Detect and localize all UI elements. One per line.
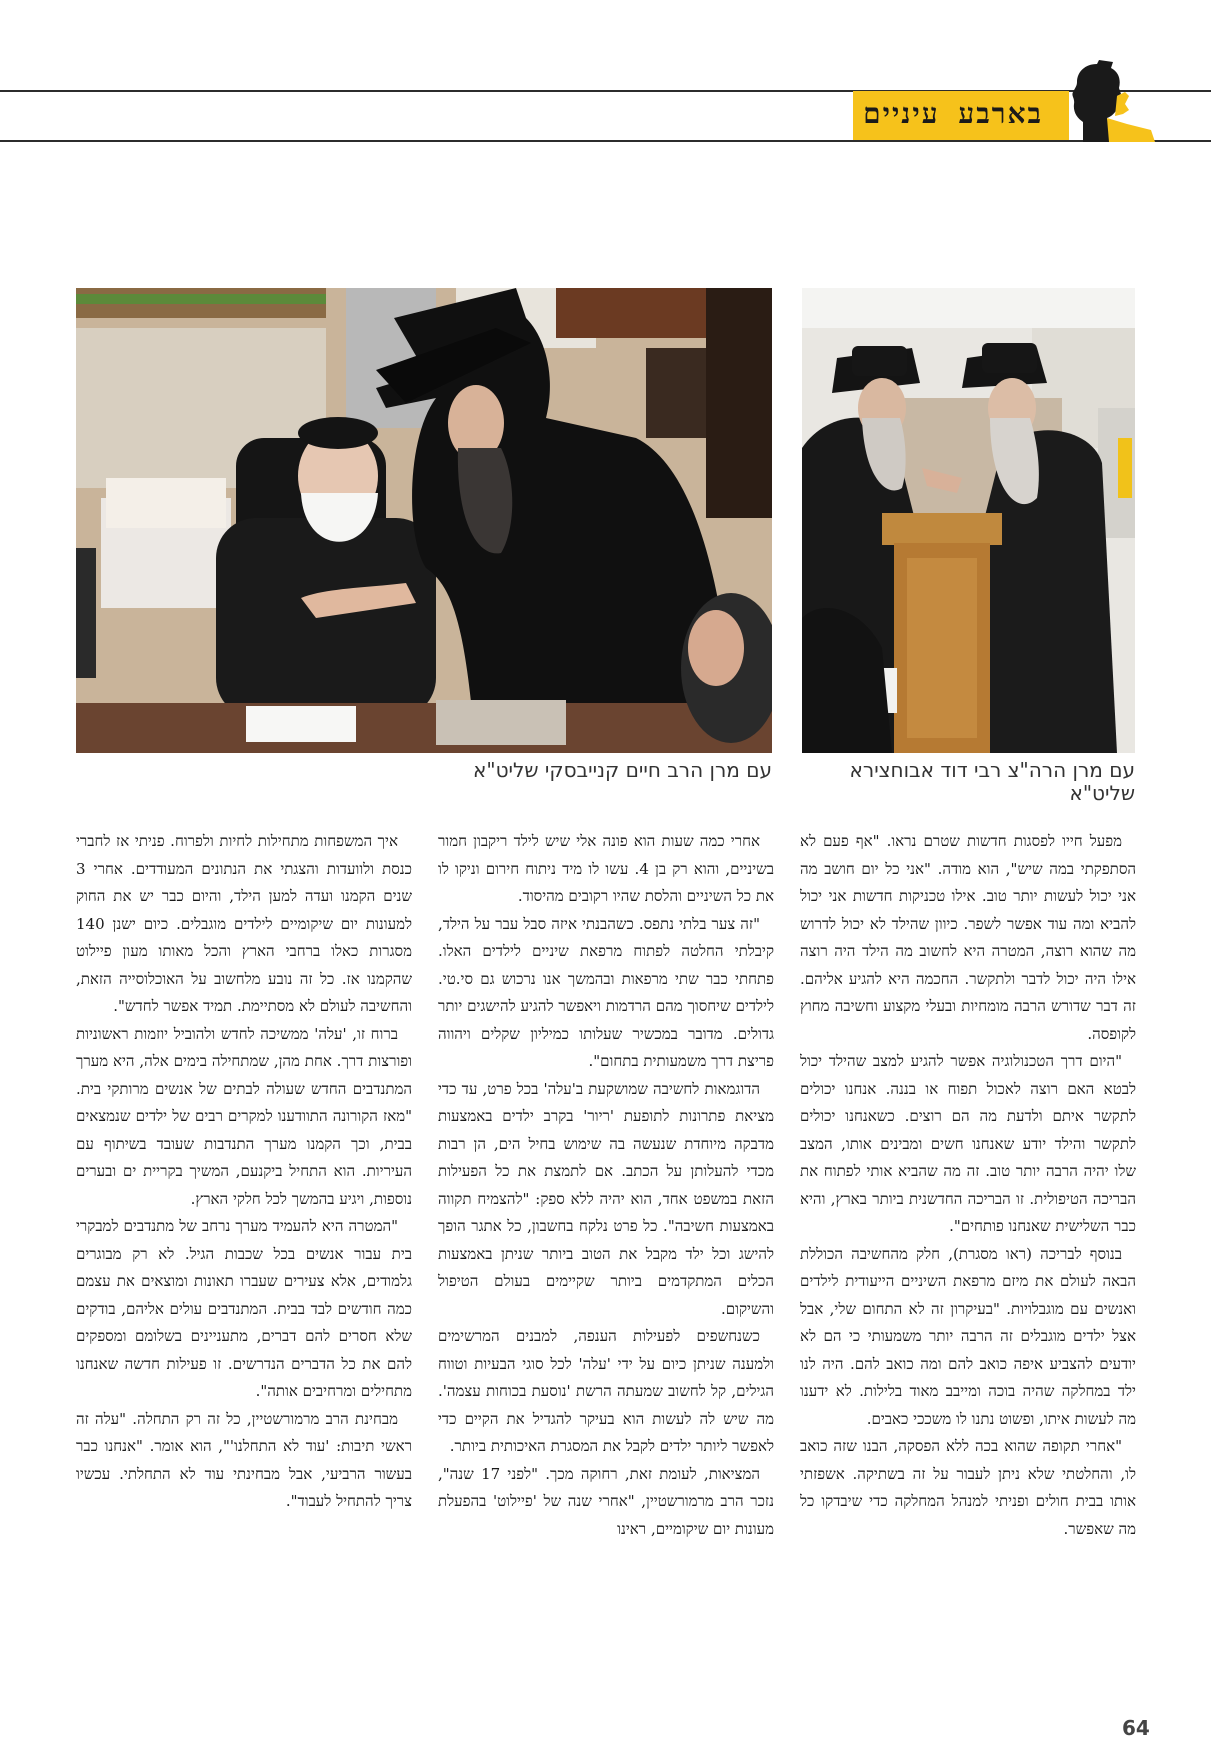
- article-paragraph: אחרי כמה שעות הוא פונה אלי שיש לילד ריקבון חמור בשיניים, והוא רק בן 4. עשו לו מיד ניתוח חירום וניקו לו את כל השיניים והלסת שהיו רקובים מהיסוד.: [438, 832, 774, 905]
- photo-caption-right: עם מרן הרה"צ רבי דוד אבוחצירא שליט"א: [849, 758, 1135, 805]
- article-paragraph: "היום דרך הטכנולוגיה אפשר להגיע למצב שהילד יכול לבטא האם רוצה לאכול תפוח או בננה. אנחנו יכולים לתקשר איתם ולדעת מה הם רוצים. כשאנחנו יכולים לתקשר והילד יודע שאנחנו חשים ומבינים אותו, המצב שלו יהיה הרבה יותר טוב. זה מה שהביא אותי לפתוח את הבריכה הטיפולית. זו הבריכה החדשנית ביותר בארץ, והיא כבר השלישית שאנחנו פותחים".: [800, 1052, 1136, 1235]
- article-paragraph: מבחינת הרב מרמורשטיין, כל זה רק התחלה. "עלה זה ראשי תיבות: 'עוד לא התחלנו'", הוא אומר. "אנחנו כבר בעשור הרביעי, אבל מבחינתי עוד לא התחלתי. עכשיו צריך להתחיל לעבוד".: [76, 1409, 412, 1510]
- header-bottom-rule: [0, 140, 1211, 142]
- article-paragraph: "אחרי תקופה שהוא בכה ללא הפסקה, הבנו שזה כואב לו, והחלטתי שלא ניתן לעבור על זה בשתיקה. אשפזתי אותו בבית חולים ופניתי למנהל המחלקה כדי שיבדקו כל מה שאפשר.: [800, 1437, 1136, 1538]
- photo-with-rav-kanievsky: [76, 288, 772, 753]
- page-number: 64: [1122, 1716, 1150, 1740]
- photo-with-rav-abuhatzeira: [802, 288, 1135, 753]
- article-paragraph: ברוח זו, 'עלה' ממשיכה לחדש ולהוביל יוזמות ראשוניות ופורצות דרך. אחת מהן, שמתחילה בימים אלה, היא מערך המתנדבים החדש שעולה לבתים של אנשים מרותקי בית. "מאז הקורונה התוודענו למקרים רבים של ילדים שנמצאים בבית, וכך הקמנו מערך התנדבות שעובד בשיתוף עם העיריות. הוא התחיל ביקנעם, המשיך בקריית ים ובערים נוספות, ויגיע בהמשך לכל חלקי הארץ.: [76, 1024, 412, 1208]
- article-paragraph: בנוסף לבריכה (ראו מסגרת), חלק מהחשיבה הכוללת הבאה לעולם את מיזם מרפאת השיניים הייעודית לילדים ואנשים עם מוגבלויות. "בעיקרון זה לא התחום שלי, אבל אצל ילדים מוגבלים זה הרבה יותר משמעותי כי הם לא יודעים להצביע איפה כואב להם ומה כואב להם. היה לנו ילד במחלקה שהיה בוכה ומייבב מאוד בלילות. לא ידענו מה לעשות איתו, ופשוט נתנו לו משככי כאבים.: [800, 1244, 1136, 1428]
- section-title: בארבע עיניים: [863, 97, 1043, 130]
- article-paragraph: "המטרה היא להעמיד מערך נרחב של מתנדבים למבקרי בית עבור אנשים בכל שכבות הגיל. לא רק מבוגרים גלמודים, אלא צעירים שעברו תאונות ומוצאים את עצמם כמה חודשים לבד בבית. המתנדבים עולים אליהם, בודקים שלא חסרים להם דברים, מתעניינים בשלומם ומספקים להם את כל הדברים הנדרשים. זו פעילות חדשה שאנחנו מתחילים ומרחיבים אותה".: [76, 1217, 412, 1400]
- article-paragraph: מפעל חייו לפסגות חדשות שטרם נראו. "אף פעם לא הסתפקתי במה שיש", הוא מודה. "אני כל יום חושב מה אני יכול לעשות יותר טוב. אילו טכניקות חדשות אני יכול להביא ומה עוד אפשר לשפר. כיוון שהילד לא יכול לדרוש מה שהוא רוצה, המטרה היא לחשוב מה הילד היה רוצה אילו היה יכול לדבר ולתקשר. החכמה היא להגיע אליהם. זה דבר שדורש הרבה מומחיות ובעלי מקצוע וחשיבה מחוץ לקופסה.: [800, 832, 1136, 1043]
- article-paragraph: איך המשפחות מתחילות לחיות ולפרוח. פניתי אז לחברי כנסת ולוועדות והצגתי את הנתונים המעודדים. אחרי 3 שנים הקמנו ועדה למען הילד, והיום כבר יש את החוק למעונות יום שיקומיים לילדים מוגבלים. כיום ישנן 140 מסגרות כאלו ברחבי הארץ והכל מאותו מעון פיילוט שהקמנו אז. כל זה נובע מלחשוב על האוכלוסייה הזאת, והחשיבה לעולם לא מסתיימת. תמיד אפשר לחדש".: [76, 832, 412, 1015]
- article-paragraph: הדוגמאות לחשיבה שמושקעת ב'עלה' בכל פרט, עד כדי מציאת פתרונות לתופעת 'ריור' בקרב ילדים באמצעות מדבקה מיוחדת שנעשה בה שימוש בחיל הים, הן רבות מכדי להעלותן על הכתב. אם לתמצת את כל הפעילות הזאת במשפט אחד, הוא יהיה ללא ספק: "להצמיח תקווה באמצעות חשיבה". כל פרט נלקח בחשבון, כל אתגר הופך להישג וכל ילד מקבל את הטוב ביותר שניתן באמצעות הכלים המתקדמים ביותר שקיימים בעולם הטיפול והשיקום.: [438, 1079, 774, 1318]
- article-column-3: [76, 828, 412, 1608]
- article-paragraph: המציאות, לעומת זאת, רחוקה מכך. "לפני 17 שנה", נזכר הרב מרמורשטיין, "אחרי שנה של 'פיילוט' בהפעלת מעונות יום שיקומיים, ראינו: [438, 1464, 774, 1538]
- photo-caption-left: עם מרן הרב חיים קנייבסקי שליט"א: [473, 758, 772, 782]
- article-column-2: [438, 828, 774, 1608]
- two-faces-silhouette-icon: [1055, 58, 1155, 142]
- article-column-1: [800, 828, 1136, 1608]
- section-header-tab: [853, 91, 1069, 140]
- article-paragraph: כשנחשפים לפעילות הענפה, למבנים המרשימים ולמענה שניתן כיום על ידי 'עלה' לכל סוגי הבעיות וטווח הגילים, קל לחשוב שמעתה הרשת 'נוסעת בכוחות עצמה'. מה שיש לה לעשות הוא בעיקר להגדיל את הקיים כדי לאפשר ליותר ילדים לקבל את המסגרת האיכותית ביותר.: [438, 1327, 774, 1455]
- article-paragraph: "זה צער בלתי נתפס. כשהבנתי איזה סבל עבר על הילד, קיבלתי החלטה לפתוח מרפאת שיניים לילדים האלו. פתחתי כבר שתי מרפאות ובהמשך אנו נרכוש גם סי.טי. לילדים שיחסוך מהם הרדמות ויאפשר להגיע להישגים יותר גדולים. מדובר במכשיר שעלותו כמיליון שקלים ויהווה פריצת דרך משמעותית בתחום".: [438, 914, 774, 1070]
